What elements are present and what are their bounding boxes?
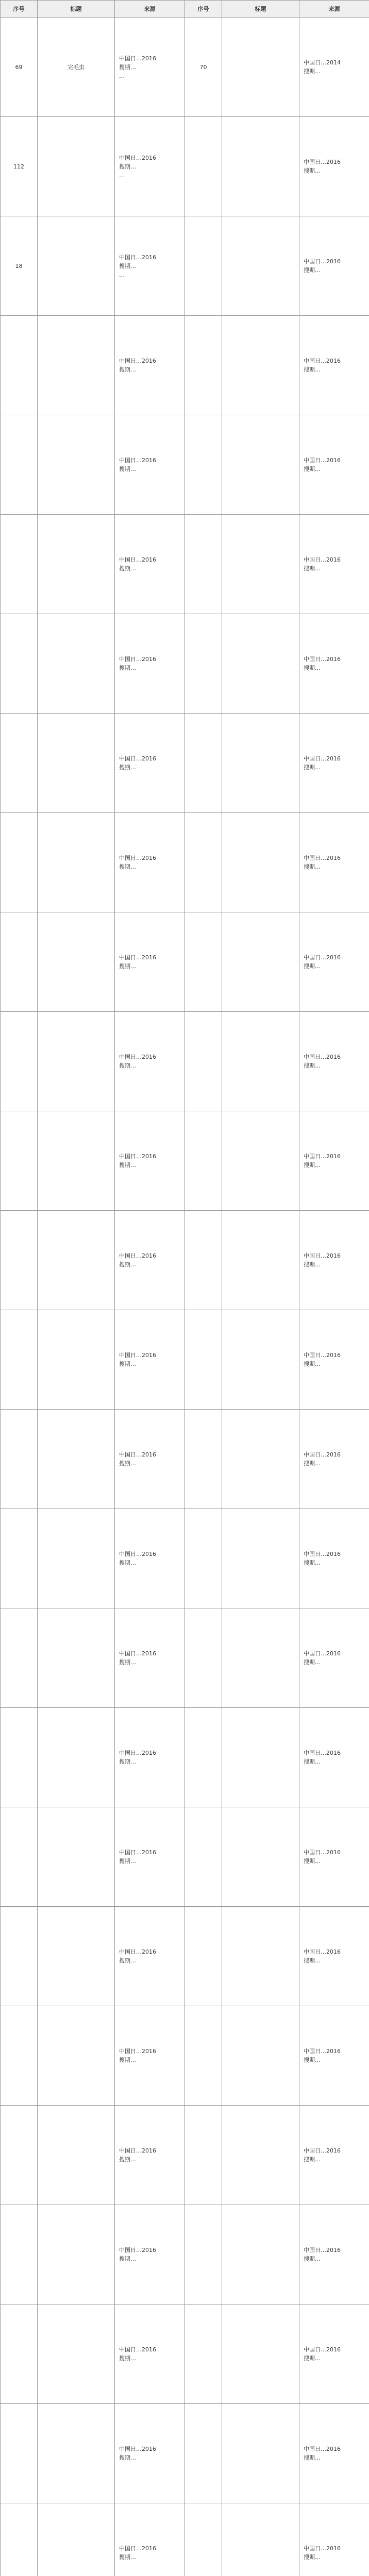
source-line: 中国日…2016 (119, 358, 156, 364)
source-line: 中国日…2016 (304, 755, 341, 762)
row-number-left: 112 (1, 117, 38, 216)
row-title-right (222, 515, 299, 614)
row-number-right (185, 216, 222, 316)
source-line: 中国日…2016 (119, 1054, 156, 1060)
source-line: 搜期… (304, 2355, 321, 2362)
row-title-left (38, 714, 115, 813)
header-row (1, 1, 369, 18)
source-line: 搜期… (119, 2156, 136, 2163)
row-number-left (1, 614, 38, 714)
row-sources-right (299, 515, 369, 614)
source-line: 搜期… (119, 2256, 136, 2262)
table-body (1, 18, 369, 2576)
source-line: 搜期… (119, 1560, 136, 1566)
row-number-left (1, 1111, 38, 1211)
table-row (1, 1111, 369, 1211)
source-line: 中国日…2016 (119, 855, 156, 861)
row-number-right (185, 912, 222, 1012)
row-sources-left (115, 1907, 185, 2006)
row-sources-right (299, 1608, 369, 1708)
row-title-right (222, 1012, 299, 1111)
row-number-right (185, 2304, 222, 2404)
row-sources-left (115, 2404, 185, 2503)
row-sources-left (115, 2006, 185, 2106)
row-title-left (38, 2304, 115, 2404)
table-row (1, 2106, 369, 2205)
row-title-left (38, 117, 115, 216)
row-title-left (38, 2106, 115, 2205)
row-sources-left (115, 614, 185, 714)
table-row (1, 2304, 369, 2404)
row-number-left (1, 1410, 38, 1509)
row-number-left (1, 2205, 38, 2304)
source-line: 搜期… (119, 1361, 136, 1367)
row-title-right (222, 2106, 299, 2205)
row-title-right (222, 614, 299, 714)
source-line: 中国日…2016 (119, 2545, 156, 2552)
row-number-right (185, 1807, 222, 1907)
row-number-left (1, 2404, 38, 2503)
row-title-left (38, 1310, 115, 1410)
row-number-right (185, 1211, 222, 1310)
row-sources-left (115, 117, 185, 216)
row-sources-left (115, 216, 185, 316)
row-title-right (222, 2304, 299, 2404)
table-row (1, 1012, 369, 1111)
source-line: 搜期… (119, 2454, 136, 2461)
source-line: 中国日…2016 (304, 258, 341, 265)
table-row (1, 1310, 369, 1410)
row-title-left (38, 1211, 115, 1310)
row-title-right (222, 1310, 299, 1410)
source-line: 搜期… (119, 2554, 136, 2561)
source-line: 中国日…2016 (304, 954, 341, 961)
row-number-right (185, 1410, 222, 1509)
source-line: 中国日…2016 (304, 1153, 341, 1160)
source-line: 搜期… (304, 863, 321, 870)
row-title-right (222, 1211, 299, 1310)
row-sources-right (299, 1012, 369, 1111)
source-line: 中国日…2016 (304, 2346, 341, 2353)
row-sources-left (115, 912, 185, 1012)
row-number-right (185, 1708, 222, 1807)
row-sources-right (299, 1509, 369, 1608)
row-number-left (1, 714, 38, 813)
row-number-left (1, 2304, 38, 2404)
source-line: 中国日…2016 (304, 2247, 341, 2253)
row-number-left (1, 1012, 38, 1111)
source-line: 中国日…2016 (119, 2048, 156, 2055)
source-line: 中国日…2016 (304, 1252, 341, 1259)
row-number-right (185, 2006, 222, 2106)
source-line: 中国日…2016 (304, 1750, 341, 1756)
source-line: 搜期… (119, 1659, 136, 1666)
source-line: 中国日…2016 (119, 2446, 156, 2452)
source-line: 搜期… (119, 665, 136, 671)
source-line: … (119, 172, 125, 179)
row-sources-right (299, 813, 369, 912)
source-line: 中国日…2016 (304, 159, 341, 165)
table-row (1, 1708, 369, 1807)
source-line: 中国日…2016 (304, 2147, 341, 2154)
row-title-right (222, 714, 299, 813)
header-id-right: 序号 (185, 1, 222, 18)
source-line: 搜期… (119, 2057, 136, 2063)
row-number-left (1, 1211, 38, 1310)
row-title-left (38, 1608, 115, 1708)
row-title-right (222, 1608, 299, 1708)
source-line: 搜期… (304, 68, 321, 75)
source-line: 搜期… (119, 1261, 136, 1268)
source-line: 搜期… (119, 1858, 136, 1865)
source-line: 搜期… (119, 863, 136, 870)
row-sources-left (115, 415, 185, 515)
source-line: 中国日…2016 (304, 1650, 341, 1657)
table-header (1, 1, 369, 18)
row-sources-right (299, 1310, 369, 1410)
table-row (1, 1410, 369, 1509)
table-row (1, 415, 369, 515)
row-title-left (38, 316, 115, 415)
row-sources-right (299, 1807, 369, 1907)
source-line: 中国日…2016 (119, 1451, 156, 1458)
source-line: … (119, 72, 125, 79)
source-line: 搜期… (304, 1261, 321, 1268)
row-number-left (1, 1807, 38, 1907)
source-line: 搜期… (304, 963, 321, 970)
row-title-right (222, 1410, 299, 1509)
source-line: 搜期… (304, 1162, 321, 1168)
table-row (1, 316, 369, 415)
row-sources-right (299, 2404, 369, 2503)
source-line: 中国日…2016 (119, 457, 156, 464)
row-number-right (185, 316, 222, 415)
row-title-right (222, 912, 299, 1012)
table-row (1, 18, 369, 117)
source-line: 搜期… (119, 963, 136, 970)
row-sources-left (115, 2106, 185, 2205)
source-line: 搜期… (304, 2554, 321, 2561)
source-line: 搜期… (304, 2057, 321, 2063)
source-line: 搜期… (119, 466, 136, 472)
header-id-left: 序号 (1, 1, 38, 18)
source-line: 搜期… (119, 1062, 136, 1069)
row-sources-right (299, 1907, 369, 2006)
row-number-left (1, 316, 38, 415)
source-line: 搜期… (119, 1162, 136, 1168)
source-line: 中国日…2016 (119, 1352, 156, 1359)
source-line: 搜期… (119, 1460, 136, 1467)
row-title-left (38, 1012, 115, 1111)
source-line: 中国日…2016 (119, 1252, 156, 1259)
source-line: 中国日…2016 (304, 2446, 341, 2452)
table-row (1, 515, 369, 614)
row-sources-right (299, 18, 369, 117)
row-number-left (1, 813, 38, 912)
source-line: 搜期… (119, 1957, 136, 1964)
source-line: 中国日…2016 (304, 2048, 341, 2055)
source-line: 中国日…2016 (119, 556, 156, 563)
row-sources-left (115, 1111, 185, 1211)
row-title-right (222, 2006, 299, 2106)
row-sources-right (299, 714, 369, 813)
source-line: 搜期… (119, 1758, 136, 1765)
source-line: 中国日…2016 (119, 1948, 156, 1955)
row-number-right (185, 2106, 222, 2205)
row-number-left (1, 2106, 38, 2205)
source-line: 中国日…2016 (119, 1750, 156, 1756)
row-title-right (222, 1708, 299, 1807)
table-row (1, 614, 369, 714)
source-line: 中国日…2016 (304, 457, 341, 464)
table-row (1, 1509, 369, 1608)
row-sources-left (115, 18, 185, 117)
row-sources-left (115, 1807, 185, 1907)
source-line: 搜期… (304, 565, 321, 572)
row-title-right (222, 813, 299, 912)
row-title-right (222, 18, 299, 117)
source-line: 中国日…2016 (304, 556, 341, 563)
source-line: 搜期… (119, 764, 136, 771)
table-row (1, 216, 369, 316)
row-title-right (222, 1907, 299, 2006)
row-title-left (38, 515, 115, 614)
source-line: … (119, 271, 125, 278)
source-line: 搜期… (304, 267, 321, 274)
row-title-right (222, 316, 299, 415)
row-title-left (38, 912, 115, 1012)
source-line: 搜期… (304, 1062, 321, 1069)
row-title-right (222, 1111, 299, 1211)
source-line: 中国日…2014 (304, 59, 341, 66)
row-sources-left (115, 1509, 185, 1608)
source-line: 中国日…2016 (119, 1153, 156, 1160)
header-source-right: 来源 (299, 1, 369, 18)
table-row (1, 813, 369, 912)
source-line: 搜期… (304, 167, 321, 174)
row-sources-left (115, 2503, 185, 2576)
row-sources-right (299, 1410, 369, 1509)
row-title-right (222, 1509, 299, 1608)
source-line: 搜期… (119, 163, 136, 170)
row-sources-right (299, 117, 369, 216)
source-line: 搜期… (304, 1560, 321, 1566)
source-line: 搜期… (119, 63, 136, 71)
row-title-left (38, 415, 115, 515)
table-row (1, 2205, 369, 2304)
row-sources-right (299, 1708, 369, 1807)
row-number-right (185, 813, 222, 912)
row-title-left (38, 2404, 115, 2503)
source-line: 搜期… (304, 2156, 321, 2163)
source-line: 中国日…2016 (119, 954, 156, 961)
row-number-right (185, 515, 222, 614)
row-number-left (1, 2006, 38, 2106)
row-sources-right (299, 415, 369, 515)
row-number-right (185, 1608, 222, 1708)
source-line: 搜期… (119, 262, 136, 269)
table-row (1, 2404, 369, 2503)
source-line: 搜期… (119, 2355, 136, 2362)
source-line: 中国日…2016 (119, 2247, 156, 2253)
row-number-right (185, 1310, 222, 1410)
row-title-right (222, 117, 299, 216)
row-title-right (222, 216, 299, 316)
row-title-left (38, 1708, 115, 1807)
row-sources-right (299, 912, 369, 1012)
source-line: 中国日…2016 (119, 656, 156, 663)
table-row (1, 2006, 369, 2106)
source-line: 中国日…2016 (304, 1352, 341, 1359)
row-number-right (185, 1111, 222, 1211)
row-number-right: 70 (185, 18, 222, 117)
row-number-right (185, 2503, 222, 2576)
table-row (1, 2503, 369, 2576)
source-line: 搜期… (304, 2454, 321, 2461)
header-title-right: 标题 (222, 1, 299, 18)
row-number-left (1, 2503, 38, 2576)
source-line: 搜期… (304, 1957, 321, 1964)
source-line: 中国日…2016 (119, 755, 156, 762)
row-title-left (38, 2006, 115, 2106)
source-line: 中国日…2016 (119, 1551, 156, 1557)
row-number-right (185, 714, 222, 813)
source-line: 中国日…2016 (304, 656, 341, 663)
source-line: 中国日…2016 (304, 1849, 341, 1856)
row-sources-right (299, 216, 369, 316)
source-line: 搜期… (304, 1659, 321, 1666)
table-row (1, 117, 369, 216)
row-number-right (185, 2404, 222, 2503)
row-title-left (38, 1509, 115, 1608)
source-line: 中国日…2016 (119, 55, 156, 62)
source-line: 中国日…2016 (119, 2147, 156, 2154)
row-sources-right (299, 2106, 369, 2205)
source-line: 中国日…2016 (304, 855, 341, 861)
row-title-right (222, 415, 299, 515)
source-line: 中国日…2016 (119, 1650, 156, 1657)
row-title-left (38, 614, 115, 714)
source-line: 中国日…2016 (119, 253, 156, 261)
row-sources-right (299, 1211, 369, 1310)
row-number-left: 69 (1, 18, 38, 117)
source-line: 搜期… (119, 366, 136, 373)
row-title-left (38, 2205, 115, 2304)
row-sources-left (115, 1708, 185, 1807)
row-title-right (222, 2205, 299, 2304)
row-number-left (1, 1608, 38, 1708)
row-title-left (38, 2503, 115, 2576)
row-sources-left (115, 1211, 185, 1310)
row-sources-right (299, 1111, 369, 1211)
row-title-left: 完毛虫 (38, 18, 115, 117)
table-row (1, 1608, 369, 1708)
source-line: 搜期… (304, 1361, 321, 1367)
table-row (1, 1807, 369, 1907)
row-number-left (1, 912, 38, 1012)
row-number-right (185, 1012, 222, 1111)
row-sources-left (115, 714, 185, 813)
row-title-right (222, 1807, 299, 1907)
table-row (1, 1907, 369, 2006)
source-line: 中国日…2016 (119, 2346, 156, 2353)
source-line: 搜期… (119, 565, 136, 572)
source-line: 中国日…2016 (304, 1054, 341, 1060)
row-sources-left (115, 1410, 185, 1509)
row-sources-left (115, 1012, 185, 1111)
row-number-left (1, 1907, 38, 2006)
source-line: 中国日…2016 (304, 1451, 341, 1458)
header-source-left: 来源 (115, 1, 185, 18)
row-sources-right (299, 2304, 369, 2404)
source-line: 搜期… (304, 466, 321, 472)
row-title-right (222, 2503, 299, 2576)
row-number-right (185, 1907, 222, 2006)
table-row (1, 912, 369, 1012)
row-number-left (1, 1708, 38, 1807)
source-line: 搜期… (304, 1858, 321, 1865)
source-line: 中国日…2016 (304, 1948, 341, 1955)
row-title-left (38, 813, 115, 912)
table-row (1, 714, 369, 813)
source-line: 搜期… (304, 2256, 321, 2262)
source-line: 中国日…2016 (119, 154, 156, 161)
row-sources-left (115, 316, 185, 415)
row-sources-left (115, 515, 185, 614)
row-number-right (185, 2205, 222, 2304)
row-sources-left (115, 2205, 185, 2304)
source-line: 搜期… (304, 1460, 321, 1467)
row-sources-right (299, 2503, 369, 2576)
row-number-left (1, 1310, 38, 1410)
row-title-left (38, 1410, 115, 1509)
source-line: 中国日…2016 (304, 358, 341, 364)
row-title-left (38, 1907, 115, 2006)
source-line: 中国日…2016 (304, 1551, 341, 1557)
row-sources-right (299, 316, 369, 415)
source-line: 搜期… (304, 665, 321, 671)
row-number-left (1, 515, 38, 614)
row-sources-right (299, 2205, 369, 2304)
row-sources-right (299, 2006, 369, 2106)
row-title-right (222, 2404, 299, 2503)
row-sources-left (115, 2304, 185, 2404)
table-row (1, 1211, 369, 1310)
source-line: 中国日…2016 (304, 2545, 341, 2552)
row-sources-left (115, 813, 185, 912)
row-number-right (185, 117, 222, 216)
row-number-right (185, 415, 222, 515)
row-sources-left (115, 1310, 185, 1410)
header-title-left: 标题 (38, 1, 115, 18)
row-sources-right (299, 614, 369, 714)
row-number-left: 18 (1, 216, 38, 316)
row-title-left (38, 216, 115, 316)
row-number-left (1, 1509, 38, 1608)
row-title-left (38, 1807, 115, 1907)
row-number-right (185, 1509, 222, 1608)
row-title-left (38, 1111, 115, 1211)
source-line: 搜期… (304, 366, 321, 373)
row-number-left (1, 415, 38, 515)
row-number-right (185, 614, 222, 714)
source-line: 中国日…2016 (119, 1849, 156, 1856)
source-line: 搜期… (304, 764, 321, 771)
row-sources-left (115, 1608, 185, 1708)
source-line: 搜期… (304, 1758, 321, 1765)
